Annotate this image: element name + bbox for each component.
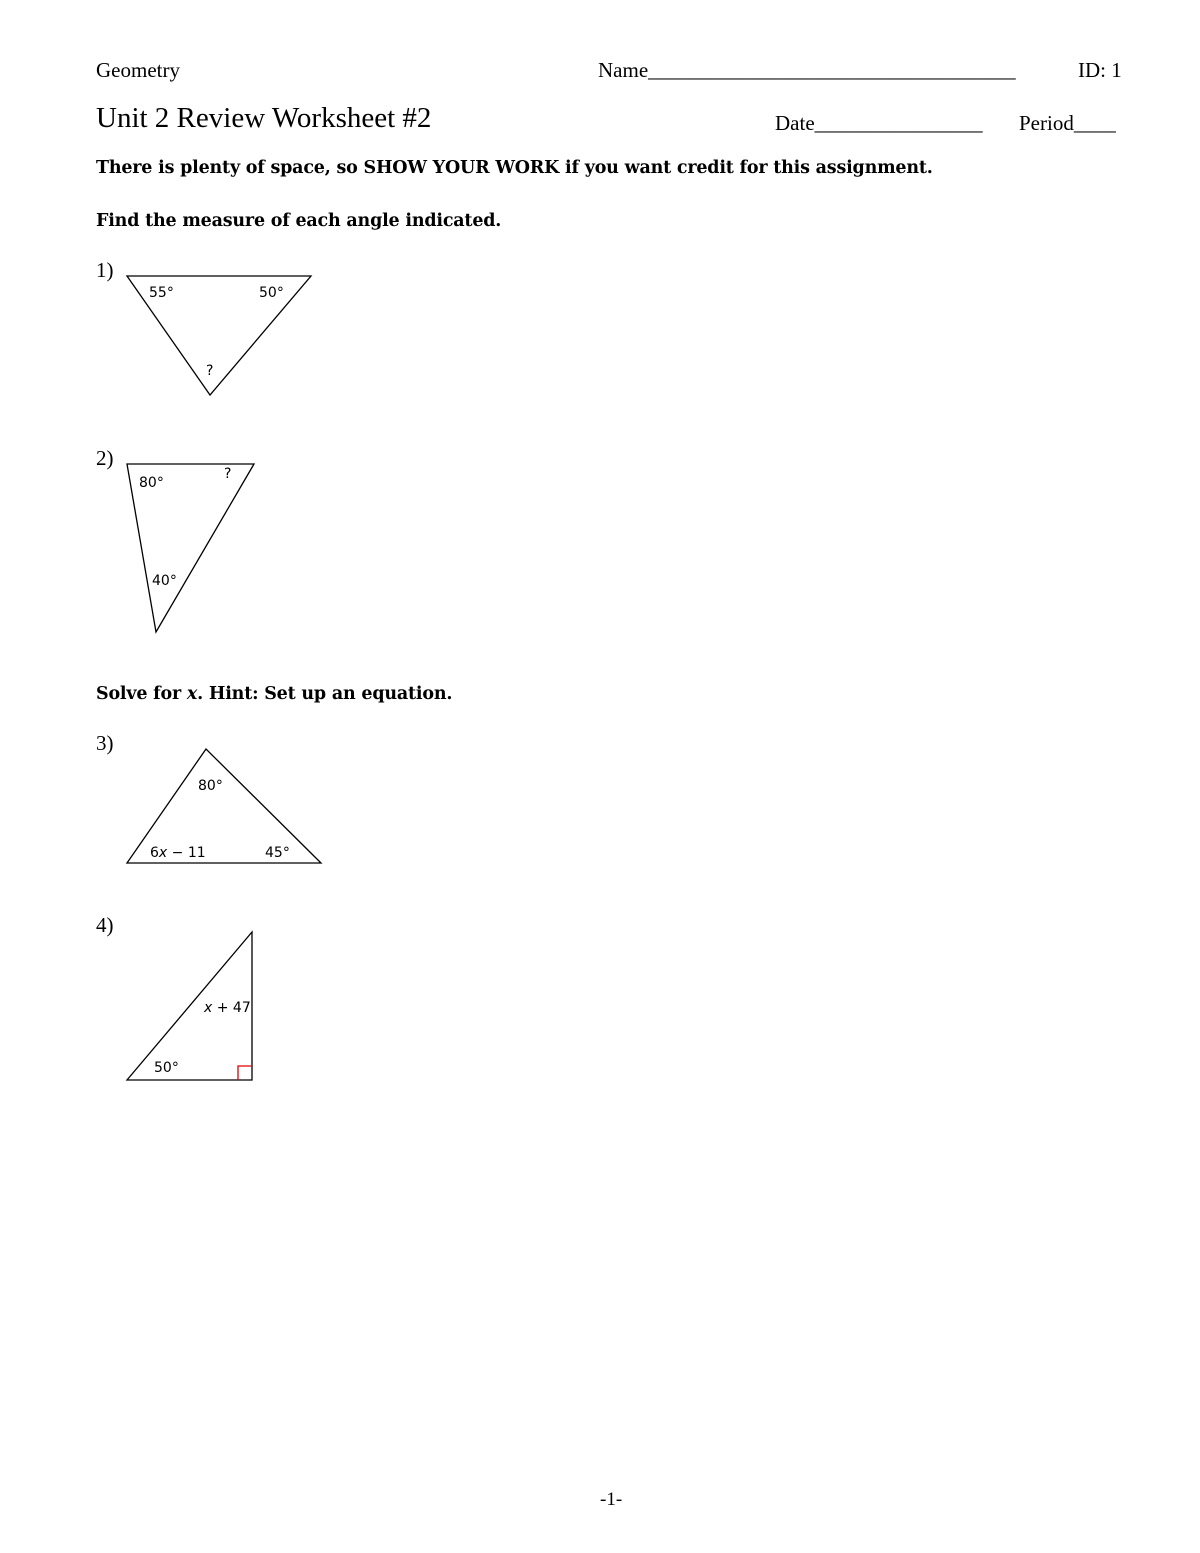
name-label: Name bbox=[598, 58, 649, 82]
problem-4-number: 4) bbox=[96, 913, 114, 937]
problem-3-angle-left: 6x − 11 bbox=[150, 845, 206, 861]
name-line: ___________________________________ bbox=[648, 58, 1016, 82]
problem-4-figure bbox=[127, 932, 252, 1080]
problem-2-angle-bottom: 40° bbox=[152, 573, 177, 589]
section-2-prefix: Solve for bbox=[96, 684, 187, 704]
problem-4-right-angle-mark bbox=[238, 1066, 252, 1080]
problem-3-number: 3) bbox=[96, 731, 114, 755]
problem-3-angle-top: 80° bbox=[198, 778, 223, 794]
problem-3-angle-right: 45° bbox=[265, 845, 290, 861]
problem-1-angle-left: 55° bbox=[149, 285, 174, 301]
problem-2-figure bbox=[127, 464, 254, 632]
date-line: ________________ bbox=[814, 111, 983, 135]
problem-3-figure bbox=[127, 749, 321, 863]
problem-4-angle-top: x + 47 bbox=[204, 1000, 251, 1016]
page-title: Unit 2 Review Worksheet #2 bbox=[96, 102, 432, 134]
period-line: ____ bbox=[1073, 111, 1116, 135]
page-number: -1- bbox=[600, 1489, 623, 1510]
problem-4-angle-left: 50° bbox=[154, 1060, 179, 1076]
section-2-suffix: . Hint: Set up an equation. bbox=[197, 684, 453, 704]
problem-1-figure bbox=[127, 276, 311, 395]
problem-1-number: 1) bbox=[96, 258, 114, 282]
problem-2-angle-top-left: 80° bbox=[139, 475, 164, 491]
problem-2-angle-unknown: ? bbox=[224, 466, 232, 482]
worksheet-id: ID: 1 bbox=[1078, 58, 1122, 82]
problem-1-angle-right: 50° bbox=[259, 285, 284, 301]
section-1-instructions: Find the measure of each angle indicated. bbox=[96, 211, 502, 231]
course-name: Geometry bbox=[96, 58, 180, 82]
date-label: Date bbox=[775, 111, 815, 135]
general-instructions: There is plenty of space, so SHOW YOUR WORK if you want credit for this assignment. bbox=[96, 158, 933, 178]
period-label: Period bbox=[1019, 111, 1074, 135]
problem-2-number: 2) bbox=[96, 446, 114, 470]
problem-1-angle-unknown: ? bbox=[206, 363, 214, 379]
section-2-variable: x bbox=[186, 684, 198, 704]
